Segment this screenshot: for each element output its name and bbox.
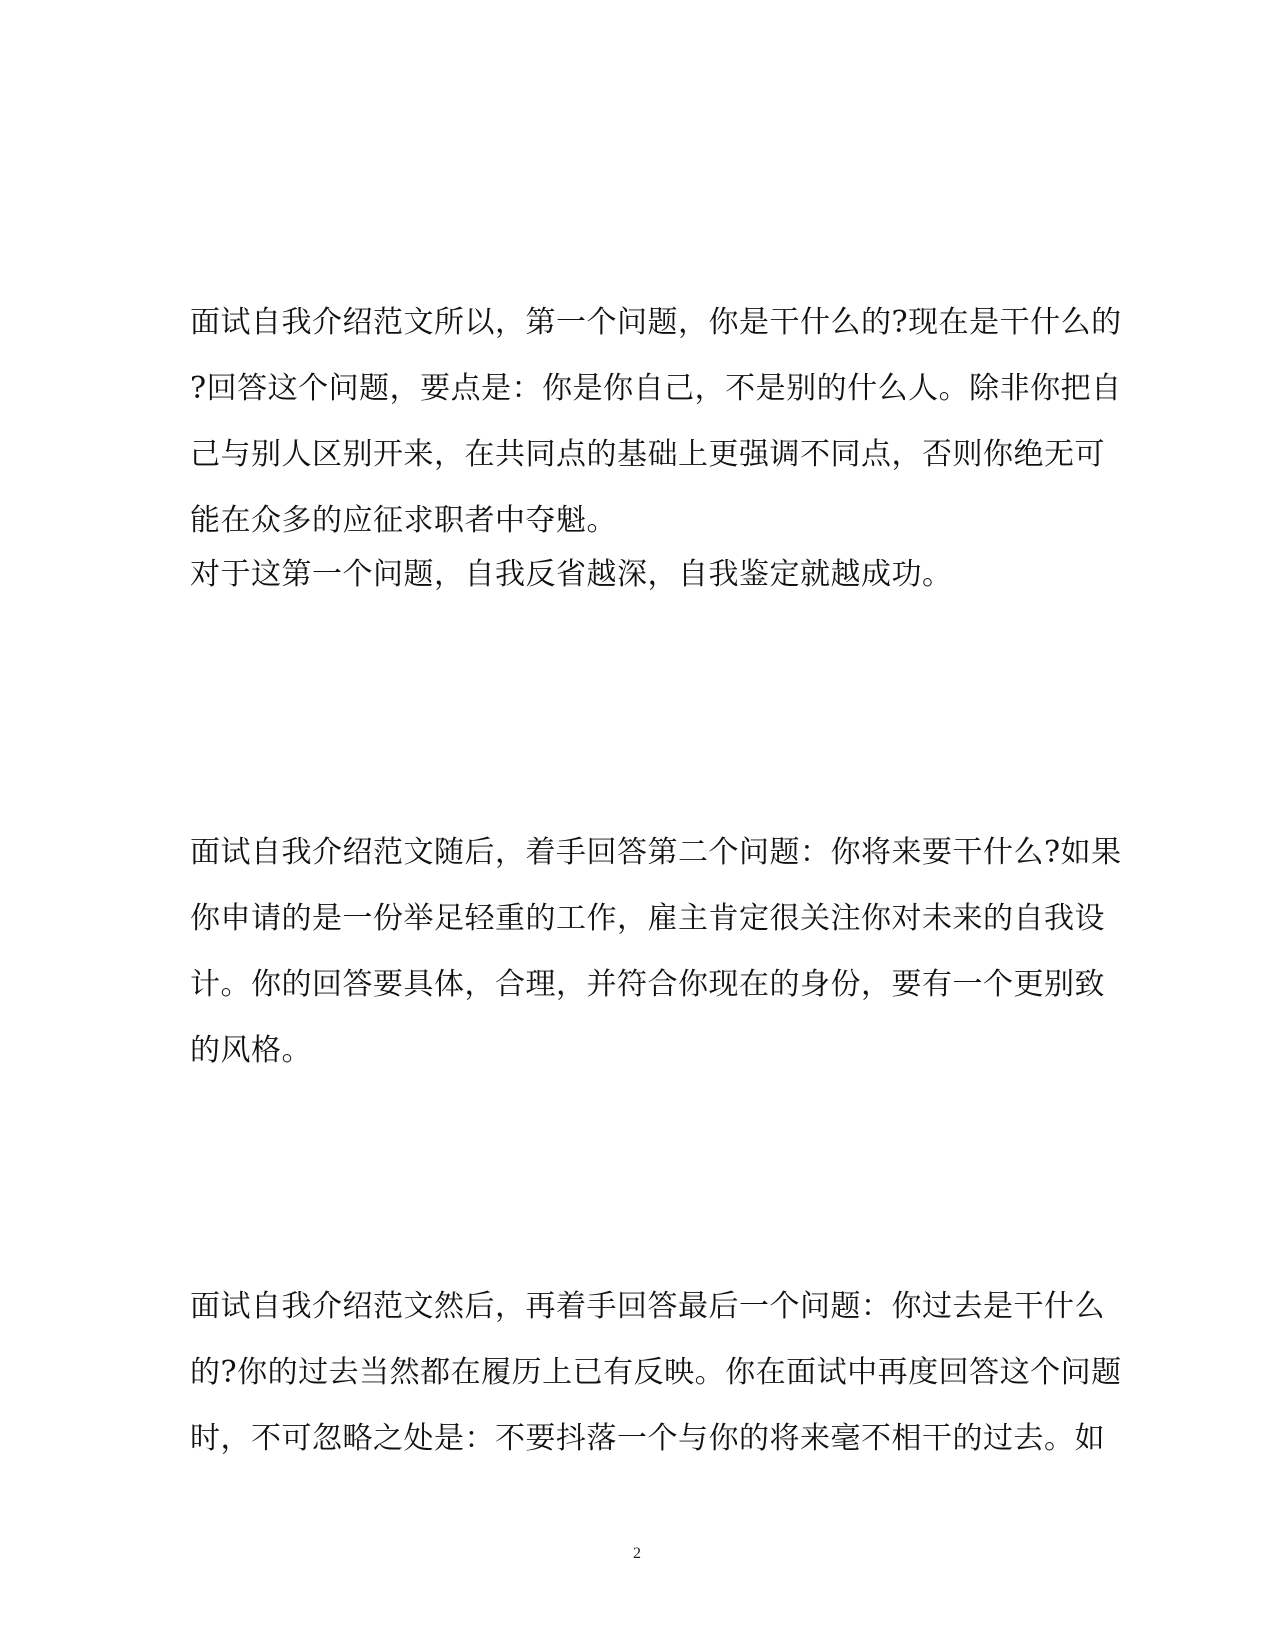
text-line: 面试自我介绍范文然后，再着手回答最后一个问题：你过去是干什么 [190, 1289, 1105, 1324]
text-line: 能在众多的应征求职者中夺魁。 [190, 503, 617, 538]
text-line: 你申请的是一份举足轻重的工作，雇主肯定很关注你对未来的自我设 [190, 901, 1105, 936]
page-number: 2 [633, 1545, 641, 1562]
paragraph-4 [190, 1274, 1122, 1472]
text-line: 计。你的回答要具体，合理，并符合你现在的身份，要有一个更别致 [190, 967, 1105, 1002]
text-line: 面试自我介绍范文随后，着手回答第二个问题：你将来要干什么?如果 [190, 835, 1122, 870]
text-line: 的?你的过去当然都在履历上已有反映。你在面试中再度回答这个问题 [190, 1355, 1122, 1390]
text-line: 时，不可忽略之处是：不要抖落一个与你的将来毫不相干的过去。如 [190, 1421, 1105, 1456]
text-line: 的风格。 [190, 1033, 312, 1068]
text-line: ?回答这个问题，要点是：你是你自己，不是别的什么人。除非你把自 [190, 371, 1122, 406]
text-line: 面试自我介绍范文所以，第一个问题，你是干什么的?现在是干什么的 [190, 305, 1122, 340]
text-line: 己与别人区别开来，在共同点的基础上更强调不同点，否则你绝无可 [190, 437, 1105, 472]
paragraph-1 [190, 290, 1122, 554]
text-line: 对于这第一个问题，自我反省越深，自我鉴定就越成功。 [190, 557, 953, 592]
paragraph-3 [190, 820, 1122, 1084]
paragraph-2 [190, 542, 1090, 608]
